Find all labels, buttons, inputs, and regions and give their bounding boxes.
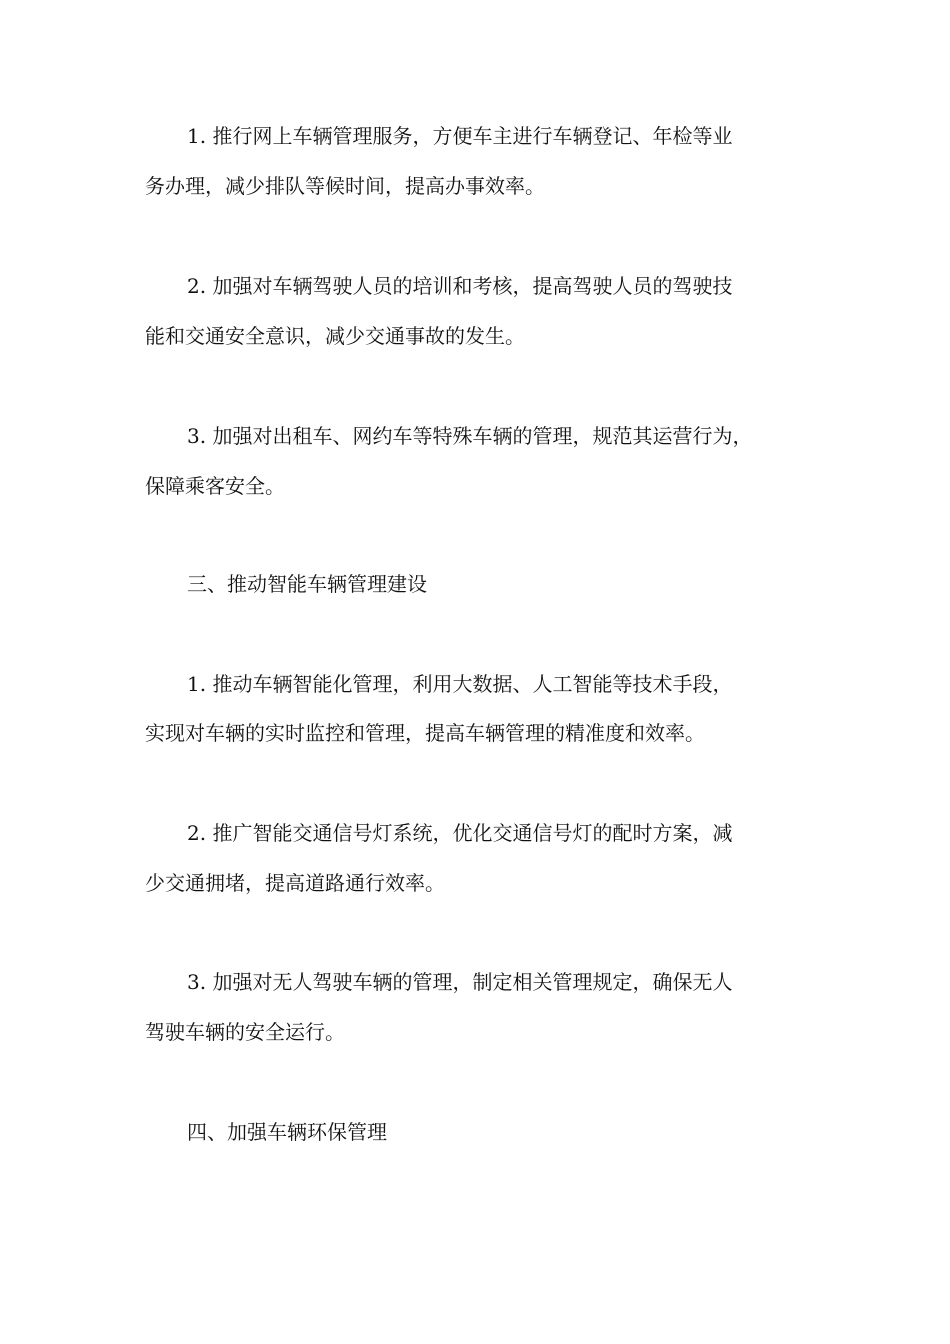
paragraph-line: 保障乘客安全。	[145, 474, 285, 498]
paragraph-line: 少交通拥堵，提高道路通行效率。	[145, 871, 445, 895]
paragraph-line: 驾驶车辆的安全运行。	[145, 1020, 345, 1044]
section-heading: 四、加强车辆环保管理	[187, 1120, 387, 1144]
paragraph-line: 3. 加强对出租车、网约车等特殊车辆的管理，规范其运营行为，	[187, 424, 753, 448]
paragraph-line: 2. 推广智能交通信号灯系统，优化交通信号灯的配时方案，减	[187, 821, 733, 845]
paragraph-line: 2. 加强对车辆驾驶人员的培训和考核，提高驾驶人员的驾驶技	[187, 274, 733, 298]
section-heading: 三、推动智能车辆管理建设	[187, 572, 427, 596]
paragraph-line: 务办理，减少排队等候时间，提高办事效率。	[145, 174, 545, 198]
paragraph-line: 3. 加强对无人驾驶车辆的管理，制定相关管理规定，确保无人	[187, 970, 733, 994]
paragraph-line: 1. 推动车辆智能化管理，利用大数据、人工智能等技术手段，	[187, 672, 733, 696]
paragraph-line: 实现对车辆的实时监控和管理，提高车辆管理的精准度和效率。	[145, 721, 705, 745]
paragraph-line: 能和交通安全意识，减少交通事故的发生。	[145, 324, 525, 348]
paragraph-line: 1. 推行网上车辆管理服务，方便车主进行车辆登记、年检等业	[187, 124, 733, 148]
